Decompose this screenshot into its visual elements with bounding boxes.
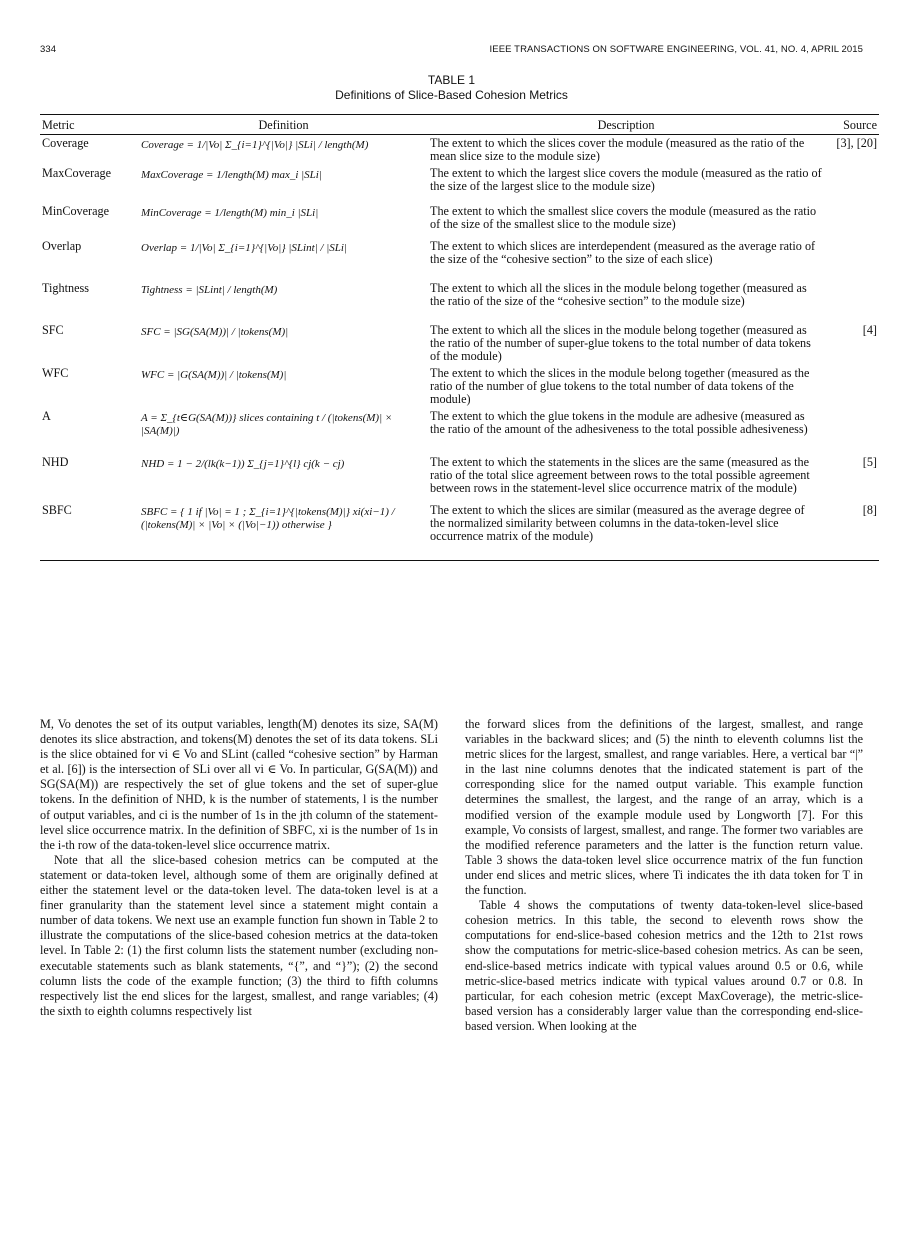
metric-description-cell: The extent to which the slices cover the module (measured as the ratio of the mean slice size to the module size) bbox=[430, 136, 805, 163]
metric-description-cell: The extent to which the largest slice covers the module (measured as the ratio of the size of the largest slice to the module size) bbox=[430, 166, 822, 193]
metric-name-cell: NHD bbox=[42, 455, 69, 469]
metric-definition-cell: SFC = |SG(SA(M))| / |tokens(M)| bbox=[141, 326, 289, 338]
page-number: 334 bbox=[40, 44, 57, 55]
table-number: TABLE 1 bbox=[427, 73, 476, 87]
table-row bbox=[40, 203, 879, 238]
metric-name-cell: Overlap bbox=[42, 239, 82, 253]
table-row bbox=[40, 365, 879, 408]
table-row bbox=[40, 454, 879, 502]
metric-source-cell: [8] bbox=[824, 502, 879, 560]
column-header-source: Source bbox=[824, 115, 879, 135]
table-row bbox=[40, 135, 879, 166]
metric-source-cell bbox=[824, 408, 879, 454]
metric-definition-cell: SBFC = { 1 if |Vo| = 1 ; Σ_{i=1}^{|tokens(M)|} xi(xi−1) / (|tokens(M)| × |Vo| × (|Vo|−1)) otherwise } bbox=[139, 502, 428, 560]
body-paragraph: Table 4 shows the computations of twenty data-token-level slice-based cohesion metrics. In this table, the second to eleventh rows show the computations for end-slice-based cohesion metrics and the 12th to 21st rows show the computations for metric-slice-based cohesion metrics. As can be seen, end-slice-based metrics indicate with typical values around 0.5 or 0.6, while metric-slice-based metrics indicate with typical values around 0.7 or 0.8. In particular, for each cohesion metric (except MaxCoverage), the metric-slice-based version has a considerably larger value than the corresponding end-slice-based version. When looking at the bbox=[465, 898, 863, 1033]
metric-description-cell: The extent to which slices are interdependent (measured as the average ratio of the size of the “cohesive section” to the size of each slice) bbox=[430, 239, 816, 266]
column-header-metric: Metric bbox=[40, 115, 139, 135]
table-header-row bbox=[40, 115, 879, 135]
table-row bbox=[40, 322, 879, 365]
metric-definition-cell: A = Σ_{t∈G(SA(M))} slices containing t / (|tokens(M)| × |SA(M)|) bbox=[141, 412, 393, 437]
metric-source-cell bbox=[824, 165, 879, 203]
metric-definition-cell: Overlap = 1/|Vo| Σ_{i=1}^{|Vo|} |SLint| / |SLi| bbox=[141, 242, 347, 254]
body-paragraph: M, Vo denotes the set of its output variables, length(M) denotes its size, SA(M) denotes its slice abstraction, and tokens(M) denotes the set of its data tokens. SLi is the slice obtained for vi ∈ Vo and SLint (called “cohesive section” by Harman et al. [6]) is the intersection of SLi over all vi ∈ Vo. In particular, G(SA(M)) and SG(SA(M)) are respectively the set of glue tokens and the set of super-glue tokens. In the definition of NHD, k is the number of statements, l is the number of output variables, and ci is the number of 1s in the jth column of the statement-level slice occurrence matrix. In the definition of SBFC, xi is the number of 1s in the i-th row of the data-token-level slice occurrence matrix. bbox=[40, 717, 438, 852]
metric-source-cell bbox=[824, 365, 879, 408]
table-row bbox=[40, 165, 879, 203]
table-row bbox=[40, 280, 879, 322]
metric-definition-cell: WFC = |G(SA(M))| / |tokens(M)| bbox=[141, 369, 287, 381]
metric-name-cell: MinCoverage bbox=[42, 204, 110, 218]
metric-source-cell bbox=[824, 280, 879, 322]
metric-name-cell: A bbox=[42, 409, 51, 423]
metrics-table bbox=[40, 114, 879, 561]
body-paragraph: the forward slices from the definitions of the largest, smallest, and range variables in the backward slices; and (5) the ninth to eleventh columns list the metric slices for the largest, smallest, and range variables. Here, a vertical bar “|” in the last nine columns denotes that the indicated statement is part of the corresponding slice for the named output variable. This example function determines the smallest, the largest, and the range of an array, which is a modified version of the example module used by Longworth [7]. For this example, Vo consists of largest, smallest, and range. The former two variables are the modified reference parameters and the latter is the function return value. Table 3 shows the data-token level slice occurrence matrix of the fun function under end slices and metric slices, where Ti indicates the ith data token for T in the function. bbox=[465, 717, 863, 898]
metric-definition-cell: Coverage = 1/|Vo| Σ_{i=1}^{|Vo|} |SLi| / length(M) bbox=[141, 139, 369, 151]
metric-source-cell bbox=[824, 238, 879, 280]
column-header-definition: Definition bbox=[139, 115, 428, 135]
metric-name-cell: WFC bbox=[42, 366, 69, 380]
column-header-description: Description bbox=[428, 115, 824, 135]
table-caption bbox=[40, 73, 863, 103]
metric-source-cell: [4] bbox=[862, 323, 877, 337]
metric-definition-cell: MaxCoverage = 1/length(M) max_i |SLi| bbox=[141, 169, 322, 181]
metric-description-cell: The extent to which the glue tokens in the module are adhesive (measured as the ratio of the amount of the adhesiveness to the total possible adhesiveness) bbox=[430, 409, 808, 436]
metrics-table-wrapper bbox=[40, 114, 877, 561]
metric-source-cell bbox=[824, 203, 879, 238]
metric-name-cell: SFC bbox=[42, 323, 64, 337]
body-column-right bbox=[465, 717, 863, 1034]
table-title: Definitions of Slice-Based Cohesion Metrics bbox=[335, 88, 568, 102]
metric-description-cell: The extent to which all the slices in the module belong together (measured as the ratio of the number of super-glue tokens to the total number of data tokens of the module) bbox=[430, 323, 811, 363]
metric-definition-cell: NHD = 1 − 2/(lk(k−1)) Σ_{j=1}^{l} cj(k − cj) bbox=[141, 458, 345, 470]
metric-definition-cell: MinCoverage = 1/length(M) min_i |SLi| bbox=[141, 207, 319, 219]
metric-description-cell: The extent to which the smallest slice covers the module (measured as the ratio of the size of the smallest slice to the module size) bbox=[430, 204, 817, 231]
metric-name-cell: Coverage bbox=[42, 136, 89, 150]
page-header bbox=[40, 44, 863, 58]
body-column-left bbox=[40, 717, 438, 1019]
metric-description-cell: The extent to which the slices in the module belong together (measured as the ratio of the number of glue tokens to the total number of data tokens of the module) bbox=[430, 366, 810, 406]
table-row bbox=[40, 408, 879, 454]
metric-name-cell: SBFC bbox=[40, 502, 139, 560]
metric-name-cell: Tightness bbox=[42, 281, 89, 295]
journal-running-head: IEEE TRANSACTIONS ON SOFTWARE ENGINEERING, VOL. 41, NO. 4, APRIL 2015 bbox=[489, 44, 863, 55]
metric-description-cell: The extent to which the statements in the slices are the same (measured as the ratio of the total slice agreement between rows to the total possible agreement between rows in the statement-level slice occurrence matrix of the module) bbox=[430, 455, 810, 495]
metric-source-cell: [5] bbox=[862, 455, 877, 469]
metric-definition-cell: Tightness = |SLint| / length(M) bbox=[141, 284, 278, 296]
body-paragraph: Note that all the slice-based cohesion metrics can be computed at the statement or data-token level, although some of them are originally defined at either the statement level or the data-token level. The data-token level is at a finer granularity than the statement level since a statement might contain a number of data tokens. We next use an example function fun shown in Table 2 to illustrate the computations of the slice-based cohesion metrics at the data-token level. In Table 2: (1) the first column lists the statement number (excluding non-executable statements such as blank statements, “{”, and “}”); (2) the second column lists the code of the example function; (3) the third to fifth columns respectively list the end slices for the largest, smallest, and range variables; (4) the sixth to eighth columns respectively list bbox=[40, 852, 438, 1018]
metric-source-cell: [3], [20] bbox=[836, 136, 877, 150]
table-row bbox=[40, 502, 879, 560]
metric-description-cell: The extent to which the slices are similar (measured as the average degree of the normalized similarity between columns in the data-token-level slice occurrence matrix of the module) bbox=[428, 502, 824, 560]
table-row bbox=[40, 238, 879, 280]
metric-name-cell: MaxCoverage bbox=[42, 166, 112, 180]
table-body bbox=[40, 135, 879, 561]
metric-description-cell: The extent to which all the slices in the module belong together (measured as the ratio of the size of the “cohesive section” to the module size) bbox=[430, 281, 807, 308]
